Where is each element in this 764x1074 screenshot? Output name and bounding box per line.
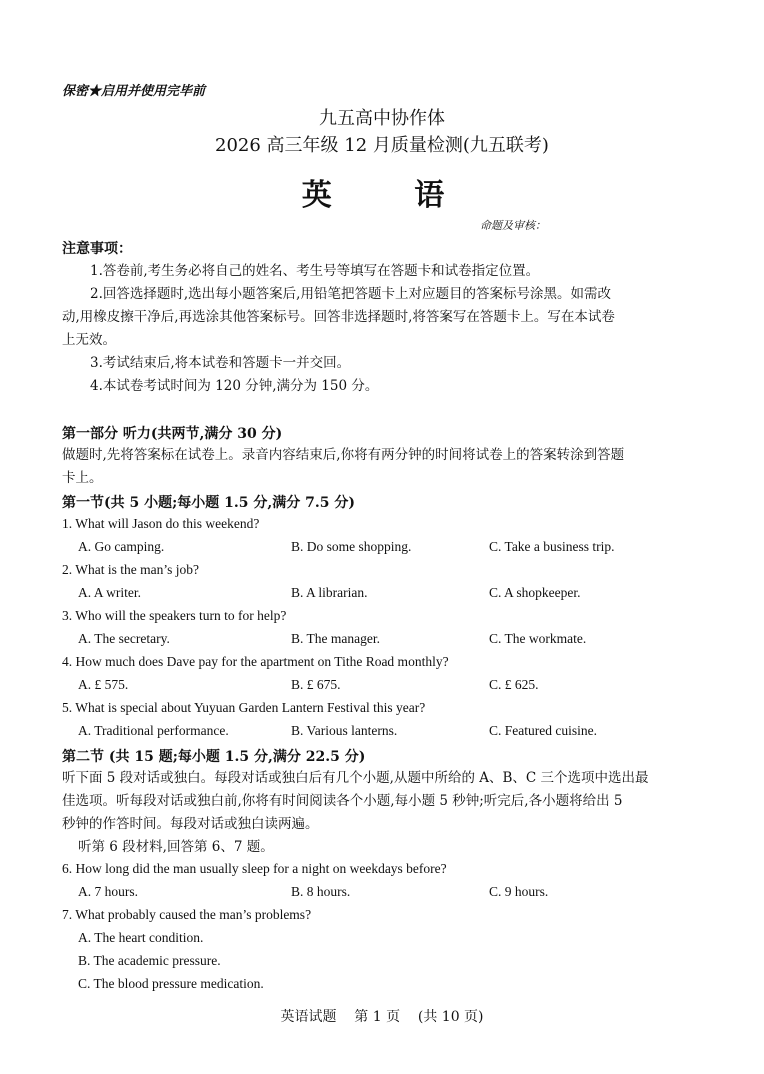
confidential-label: 保密★启用并使用完毕前 xyxy=(62,84,206,99)
section2-instruction-1: 听下面 5 段对话或独白。每段对话或独白后有几个小题,从题中所给的 A、B、C 三个选项中选出最 xyxy=(62,770,649,786)
q3-option-a: A. The secretary. xyxy=(78,631,170,646)
notice-line-6: 4.本试卷考试时间为 120 分钟,满分为 150 分。 xyxy=(90,378,379,394)
section2-instruction-3: 秒钟的作答时间。每段对话或独白读两遍。 xyxy=(62,816,319,832)
question-5: 5. What is special about Yuyuan Garden Lantern Festival this year? xyxy=(62,700,426,715)
notice-line-2: 2.回答选择题时,选出每小题答案后,用铅笔把答题卡上对应题目的答案标号涂黑。如需改 xyxy=(90,286,611,302)
section2-title: 第二节 (共 15 题;每小题 1.5 分,满分 22.5 分) xyxy=(62,749,366,765)
q2-option-c: C. A shopkeeper. xyxy=(489,585,581,600)
question-4: 4. How much does Dave pay for the apartment on Tithe Road monthly? xyxy=(62,654,449,669)
question-1: 1. What will Jason do this weekend? xyxy=(62,516,260,531)
material-note: 听第 6 段材料,回答第 6、7 题。 xyxy=(78,839,274,855)
notice-title: 注意事项： xyxy=(62,241,132,257)
part1-instruction-1: 做题时,先将答案标在试卷上。录音内容结束后,你将有两分钟的时间将试卷上的答案转涂到答题 xyxy=(62,447,625,463)
q1-option-a: A. Go camping. xyxy=(78,539,165,554)
q7-option-c: C. The blood pressure medication. xyxy=(78,976,264,991)
question-7: 7. What probably caused the man’s problems? xyxy=(62,907,312,922)
page-footer: 英语试题 第 1 页 (共 10 页) xyxy=(280,1009,484,1025)
part1-instruction-2: 卡上。 xyxy=(62,470,103,486)
q1-option-b: B. Do some shopping. xyxy=(291,539,412,554)
notice-line-3: 动,用橡皮擦干净后,再选涂其他答案标号。回答非选择题时,将答案写在答题卡上。写在本试卷 xyxy=(62,309,615,325)
q4-option-c: C. £ 625. xyxy=(489,677,539,692)
question-3: 3. Who will the speakers turn to for help? xyxy=(62,608,287,623)
q6-option-b: B. 8 hours. xyxy=(291,884,351,899)
part1-title: 第一部分 听力(共两节,满分 30 分) xyxy=(62,426,283,442)
q5-option-c: C. Featured cuisine. xyxy=(489,723,597,738)
q3-option-c: C. The workmate. xyxy=(489,631,587,646)
q6-option-a: A. 7 hours. xyxy=(78,884,138,899)
reviewer-label: 命题及审核： xyxy=(480,219,546,232)
notice-line-1: 1.答卷前,考生务必将自己的姓名、考生号等填写在答题卡和试卷指定位置。 xyxy=(90,263,540,279)
notice-line-5: 3.考试结束后,将本试卷和答题卡一并交回。 xyxy=(90,355,351,371)
subject-title: 英 语 xyxy=(301,178,481,213)
q5-option-b: B. Various lanterns. xyxy=(291,723,398,738)
question-2: 2. What is the man’s job? xyxy=(62,562,199,577)
q2-option-b: B. A librarian. xyxy=(291,585,368,600)
section1-title: 第一节(共 5 小题;每小题 1.5 分,满分 7.5 分) xyxy=(62,495,355,511)
q7-option-a: A. The heart condition. xyxy=(78,930,204,945)
q5-option-a: A. Traditional performance. xyxy=(78,723,229,738)
q1-option-c: C. Take a business trip. xyxy=(489,539,615,554)
exam-title: 2026 高三年级 12 月质量检测(九五联考) xyxy=(215,135,549,156)
notice-line-4: 上无效。 xyxy=(62,332,116,348)
q4-option-a: A. £ 575. xyxy=(78,677,129,692)
q7-option-b: B. The academic pressure. xyxy=(78,953,221,968)
q6-option-c: C. 9 hours. xyxy=(489,884,549,899)
organization-title: 九五高中协作体 xyxy=(319,108,445,129)
q2-option-a: A. A writer. xyxy=(78,585,141,600)
q3-option-b: B. The manager. xyxy=(291,631,380,646)
section2-instruction-2: 佳选项。听每段对话或独白前,你将有时间阅读各个小题,每小题 5 秒钟;听完后,各小题将给出 5 xyxy=(62,793,623,809)
q4-option-b: B. £ 675. xyxy=(291,677,341,692)
question-6: 6. How long did the man usually sleep for a night on weekdays before? xyxy=(62,861,447,876)
